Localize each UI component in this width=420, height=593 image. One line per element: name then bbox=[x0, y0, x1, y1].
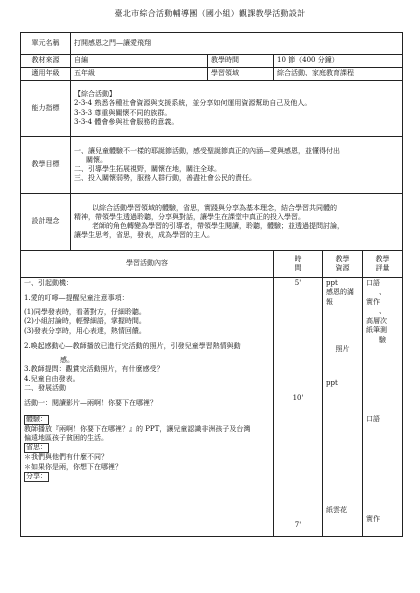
goal-label: 教學目標 bbox=[21, 137, 71, 194]
resource-column: ppt 感恩的滿 報 照片 ppt 紙雲花 bbox=[323, 278, 363, 537]
concept-line: 讓學生思考，省思，發表，成為學習的主人。 bbox=[74, 231, 214, 240]
section-heading: 二、發展活動 bbox=[24, 383, 66, 392]
ability-line: 【綜合活動】 bbox=[74, 90, 116, 99]
eval-oral: 口語 bbox=[366, 415, 380, 424]
list-item: (2)小組討論時，輕聲細語，掌握時間。 bbox=[24, 317, 146, 326]
goal-line: 二、引導學生拓展視野，關懷在地，關注全球。 bbox=[74, 165, 221, 173]
goal-content bbox=[71, 137, 403, 194]
share-tag: 分享： bbox=[26, 471, 47, 480]
eval-column: 口語 、 實作 、 高層次 紙筆測 驗 口語 實作 bbox=[363, 278, 403, 537]
reflection-question: ＊我們與他們有什麼不同？ bbox=[24, 453, 108, 462]
activity-step: 感。 bbox=[60, 355, 74, 364]
goal-line: 一、讓兒童體驗不一樣的耶誕節活動，感受聖誕節真正的內涵—愛與感恩，並懂得付出 bbox=[74, 146, 340, 155]
time-value: 10' bbox=[292, 394, 304, 403]
row-unit bbox=[21, 33, 403, 55]
page-title: 臺北市綜合活動輔導團（國小組）觀課教學活動設計 bbox=[114, 9, 306, 18]
grade-value: 五年級 bbox=[71, 68, 208, 81]
activity-step: 偏遠地區孩子貧困的生活。 bbox=[24, 433, 108, 442]
ability-label: 能力指標 bbox=[21, 81, 71, 137]
lesson-plan-table bbox=[20, 32, 403, 537]
experience-tag: 體驗： bbox=[26, 414, 47, 423]
concept-label: 設計理念 bbox=[21, 194, 71, 251]
unit-name: 打開感恩之門—讓愛飛翔 bbox=[71, 33, 403, 55]
activity-step: 1.愛的叮嚀—提醒兒童注意事項： bbox=[24, 294, 129, 303]
goal-line: 三、投入關懷弱勢，服務人群行動，善盡社會公民的責任。 bbox=[74, 174, 256, 183]
domain-value: 綜合活動、家庭教育課程 bbox=[274, 68, 403, 81]
time-column bbox=[274, 278, 323, 537]
activity-step: 4.兒童自由發表。 bbox=[24, 374, 80, 383]
activity-step: 2.喚起感動心—教師播放已進行完活動的照片，引發兒童學習熱情與動 bbox=[24, 342, 241, 351]
time-value: 5' bbox=[294, 279, 302, 287]
goal-line: 關懷。 bbox=[86, 155, 107, 164]
reflection-tag: 省思： bbox=[26, 443, 47, 452]
ability-line: 3-3-3 尊重與關懷不同的族群。 bbox=[74, 108, 172, 117]
header-content: 學習活動內容 bbox=[21, 251, 274, 278]
grade-label: 適用年級 bbox=[21, 68, 71, 81]
time-value: 10 節（400 分鐘） bbox=[274, 55, 403, 68]
header-resource: 教學 資源 bbox=[323, 251, 363, 278]
header-time: 時 間 bbox=[274, 251, 323, 278]
row-ability bbox=[21, 81, 403, 137]
resource-photo: 照片 bbox=[335, 345, 350, 354]
domain-label: 學習領域 bbox=[208, 68, 274, 81]
ability-line: 2-3-4 熟悉各種社會資源與支援系統，並分享如何運用資源幫助自己及他人。 bbox=[74, 99, 312, 108]
activity-step: 3.教師提問：觀賞完活動照片，有什麼感受？ bbox=[24, 365, 164, 374]
list-item: (1)同學發表時，看著對方，仔細聆聽。 bbox=[24, 307, 146, 316]
list-item: (3)發表分享時，用心表達，熱情回饋。 bbox=[24, 326, 146, 335]
time-label: 教學時間 bbox=[208, 55, 274, 68]
time-value: 7' bbox=[294, 521, 302, 530]
activity-content bbox=[21, 278, 274, 537]
row-activity-header bbox=[21, 251, 403, 278]
unit-label: 單元名稱 bbox=[21, 33, 71, 55]
source-value: 自編 bbox=[71, 55, 208, 68]
concept-line: 精神，帶領學生透過聆聽，分享與對話，讓學生在課堂中真正的投入學習。 bbox=[74, 212, 305, 221]
activity-step: 教師播放『兩啊！你要下在哪裡？』的 PPT，讓兒童認識非洲孩子及台灣 bbox=[24, 424, 251, 433]
row-activities bbox=[21, 278, 403, 537]
activity-title: 活動一：閱讀影片—兩啊！你要下在哪裡？ bbox=[24, 399, 157, 408]
concept-line: 以綜合活動學習領域的體驗，省思，實踐與分享為基本理念，結合學習共同體的 bbox=[92, 203, 337, 212]
reflection-question: ＊如果你是兩，你想下在哪裡？ bbox=[24, 462, 122, 471]
resource-paper-flower: 紙雲花 bbox=[326, 506, 347, 515]
row-goal bbox=[21, 137, 403, 194]
header-eval: 教學 評量 bbox=[363, 251, 403, 278]
row-source bbox=[21, 55, 403, 68]
row-concept bbox=[21, 194, 403, 251]
resource-ppt: ppt bbox=[326, 378, 338, 387]
row-grade bbox=[21, 68, 403, 81]
concept-content bbox=[71, 194, 403, 251]
eval-practice: 實作 bbox=[366, 514, 380, 523]
ability-line: 3-3-4 體會參與社會服務的意義。 bbox=[74, 117, 179, 126]
ability-content bbox=[71, 81, 403, 137]
section-heading: 一、引起動機： bbox=[24, 279, 73, 287]
concept-line: 老師的角色轉變為學習的引導者，帶領學生閱讀，聆聽，體驗；並透過提問討論， bbox=[92, 222, 344, 230]
source-label: 教材來源 bbox=[21, 55, 71, 68]
